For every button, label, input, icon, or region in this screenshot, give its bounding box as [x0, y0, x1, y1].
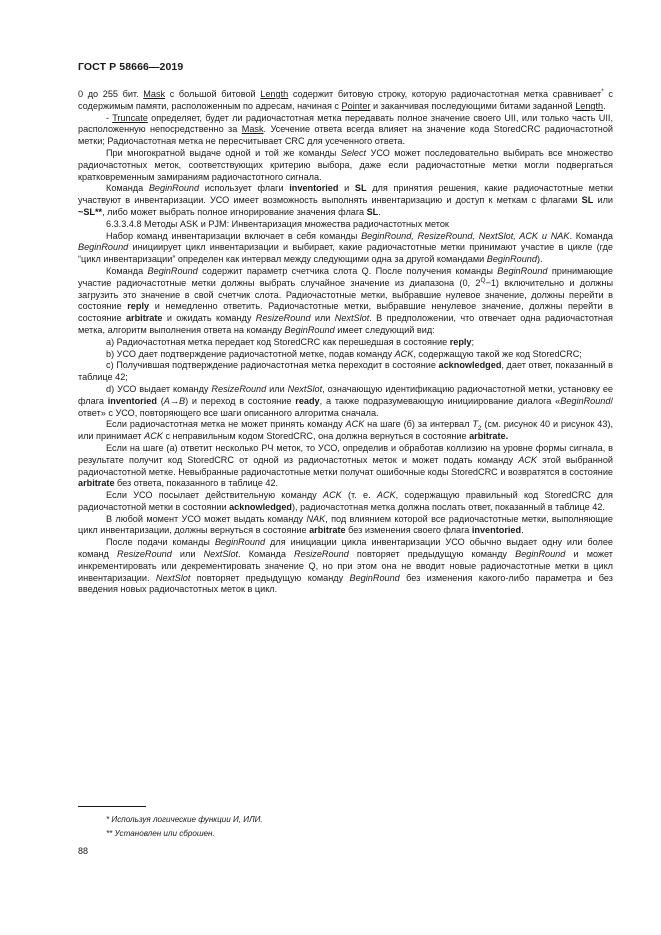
text-run: arbitrate — [309, 525, 346, 536]
text-run: arbitrate — [125, 313, 163, 324]
text-run: При многократной выдаче одной и той же команды — [106, 147, 341, 158]
text-run: ~SL** — [78, 206, 103, 217]
text-run: ACK — [394, 348, 414, 359]
text-run: Если на шаге (а) ответит несколько РЧ меток, то УСО, определив и обработав коллизию на уровне формы сигнала, в результате получит код StoredCRC от одной из радиочастотных меток и может подать команду — [78, 442, 613, 465]
text-run: или — [266, 383, 288, 394]
text-run: содержит битовую строку, которую радиочастотная метка сравнивает — [288, 89, 602, 99]
text-run: , дает ответ, показанный в таблице 42; — [78, 360, 613, 383]
text-run: повторяет предыдущую команду — [348, 549, 516, 560]
text-run: инициирует цикл инвентаризации и выбирает, какие радиочастотные метки принимают участие в цикле (где “цикл инвентаризации” определен как интервал между следующими одна за другой командами — [78, 242, 613, 265]
text-run: Select — [340, 147, 367, 158]
text-run: без ответа, показанного в таблице 42. — [114, 478, 279, 489]
text-run: определяет, будет ли радиочастотная метка передавать полное значение своего UII, или только часть UII, расположенную непосредственно за — [78, 112, 613, 135]
paragraph — [78, 514, 613, 538]
text-run: с большой битовой — [165, 89, 261, 99]
text-run: reply — [127, 301, 150, 312]
text-run: BeginRound — [349, 572, 400, 583]
text-run: A→B — [163, 395, 186, 406]
paragraph — [78, 349, 613, 361]
text-run: BeginRound — [147, 265, 198, 276]
text-run: 6.3.3.4.8 Методы ASK и PJM: Инвентаризация множества радиочастотных меток — [106, 218, 449, 229]
paragraph — [78, 360, 613, 384]
text-run: b) УСО дает подтверждение радиочастотной метке, подав команду — [106, 348, 395, 359]
text-run: В любой момент УСО может выдать команду — [106, 513, 307, 524]
text-run: , а также подразумевающую инициирование диалога « — [319, 395, 561, 406]
text-run: BeginRound — [78, 242, 129, 253]
text-run: ACK — [518, 454, 537, 465]
paragraph — [78, 183, 613, 218]
text-run: ACK — [376, 490, 396, 501]
text-run: , содержащую такой же код StoredCRC; — [413, 348, 582, 359]
text-run: для инициации цикла инвентаризации УСО обычно выдает одну или более команд — [78, 537, 613, 560]
text-run: принимающие участие радиочастотные метки должны выбрать случайное значение из диапазона (0, 2 — [78, 265, 613, 288]
text-run: без изменения какого-либо параметра и без введения новых радиочастотных меток в цикл. — [78, 572, 613, 595]
text-run: NAK — [306, 513, 326, 524]
text-run: reply — [449, 336, 472, 347]
text-run: Truncate — [112, 112, 148, 123]
text-run: , под влиянием которой все радиочастотные метки, выполняющие цикл инвентаризации, должны вернуться в состояние — [78, 513, 613, 536]
text-run: ; — [471, 336, 475, 347]
paragraph — [78, 537, 613, 596]
text-run: ( — [156, 395, 164, 406]
text-run: повторяет предыдущую команду — [190, 572, 350, 583]
text-run: BeginRound — [497, 265, 548, 276]
footnotes — [106, 813, 263, 840]
text-run: ), радиочастотная метка должна послать ответ, показанный в таблице 42. — [292, 501, 605, 512]
paragraph — [78, 113, 613, 148]
text-run: ACK — [144, 431, 163, 442]
text-run: и заканчивая последующими битами заданной — [370, 100, 576, 111]
text-run: содержит параметр счетчика слота Q. После получения команды — [197, 265, 498, 276]
text-run: Length — [260, 89, 289, 99]
text-run: , либо может выбрать полное игнорирование значения флага — [102, 206, 367, 217]
paragraph — [78, 384, 613, 419]
text-run: BeginRound — [560, 395, 611, 406]
standard-designation: ГОСТ Р 58666—2019 — [78, 61, 184, 73]
text-run: NextSlot — [287, 383, 323, 394]
paragraph — [78, 443, 613, 490]
paragraph — [78, 419, 613, 443]
text-run: BeginRound — [486, 254, 537, 265]
text-run: ACK — [345, 419, 365, 430]
page-number: 88 — [78, 846, 89, 856]
text-run: 0 до 255 бит. — [78, 89, 144, 99]
text-run: без изменения своего флага — [345, 525, 472, 536]
text-run: ResizeRound — [211, 383, 267, 394]
text-run: Mask — [143, 89, 166, 99]
text-run: . Команда — [238, 549, 295, 560]
text-run: . — [521, 525, 524, 536]
text-run: d) УСО выдает команду — [106, 383, 212, 394]
text-run: * — [601, 87, 604, 95]
text-run: ). — [536, 254, 543, 265]
text-run: NextSlot — [334, 313, 370, 324]
text-run: ResizeRound — [117, 549, 172, 560]
text-run: и может инкрементировать или декрементировать значение Q, но при этом она не вводит новые радиочастотные метки в цикл инвентаризации. — [78, 549, 613, 583]
text-run: T — [472, 419, 478, 430]
text-run: . — [603, 100, 606, 111]
text-run: , содержащую правильный код StoredCRC для радиочастотной метки в состоянии — [78, 490, 613, 512]
text-run: /ответ» с УСО, повторяющего все шаги описанного алгоритма сначала. — [78, 395, 614, 418]
text-run: на шаге (б) за интервал — [364, 419, 473, 430]
text-run: Если радиочастотная метка не может принять команду — [106, 419, 346, 430]
text-run: После подачи команды — [106, 537, 215, 548]
text-run: −1) включительно и должны загрузить это значение в свой счетчик слота. Радиочастотные метки, выбравшие нулевое значение, должны перейти в состояние — [78, 277, 613, 312]
text-run: Q — [480, 276, 486, 284]
text-run: Команда — [106, 183, 149, 194]
text-run: или — [593, 195, 613, 206]
text-run: Pointer — [341, 100, 371, 111]
text-run: , означающую идентификацию радиочастотной метки, установку ее флага — [78, 383, 613, 406]
paragraph — [78, 89, 613, 113]
text-run: . В предположении, что отвечает одна радиочастотная метка, алгоритм выполнения ответа на команду — [78, 313, 613, 335]
text-run: acknowledged — [438, 360, 502, 371]
text-run: arbitrate — [78, 478, 115, 489]
text-run: a) Радиочастотная метка передает код StoredCRC как перешедшая в состояние — [106, 336, 450, 347]
text-run: NextSlot — [203, 549, 239, 560]
body-text — [78, 89, 613, 596]
text-run: - — [106, 112, 113, 123]
text-run: ResizeRound — [255, 313, 311, 324]
text-run: . Команда — [569, 230, 613, 241]
text-run: (т. е. — [341, 490, 377, 501]
text-run: c) Получившая подтверждение радиочастотная метка переходит в состояние — [106, 360, 439, 371]
text-run: с неправильным кодом StoredCRC, она должна вернуться в состояние — [162, 431, 470, 442]
text-run: Если УСО посылает действительную команду — [106, 490, 323, 501]
paragraph — [78, 231, 613, 266]
text-run: УСО может последовательно выбирать все множество радиочастотных меток, соответствующих критерию выбора, даже если радиочастотные метки могли подвергаться кратковременным замираниям радиочастотного сигнала. — [78, 147, 613, 182]
paragraph — [78, 266, 613, 337]
text-run: BeginRound — [214, 537, 266, 548]
paragraph — [78, 337, 613, 349]
footnote-separator — [78, 806, 146, 807]
text-run: этой выбранной радиочастотной метке. Невыбранные радиочастотные метки получат ошибочные коды StoredCRC и возвратятся в состояние — [78, 454, 613, 477]
text-run: и ожидать команду — [162, 313, 256, 324]
text-run: BeginRound — [284, 324, 335, 335]
text-run: с содержимым памяти, расположенным по адресам, начиная с — [78, 89, 613, 111]
paragraph — [78, 490, 613, 514]
text-run: ACK — [323, 490, 342, 501]
text-run: для принятия решения, какие радиочастотные метки участвуют в инвентаризации. УСО имеет возможность выполнять инвентаризацию и доступ к меткам с флагами — [78, 183, 613, 206]
text-run: acknowledged — [229, 501, 292, 512]
text-run: inventoried — [107, 395, 157, 406]
text-run: Команда — [106, 265, 148, 276]
text-run: Length — [575, 100, 604, 111]
text-run: Mask — [241, 124, 264, 135]
text-run: SL — [354, 183, 367, 194]
text-run: SL — [581, 195, 594, 206]
paragraph — [78, 148, 613, 183]
text-run: Набор команд инвентаризации включает в себя команды — [106, 230, 362, 241]
text-run: или — [171, 549, 204, 560]
text-run: BeginRound — [515, 549, 566, 560]
text-run: SL — [366, 206, 379, 217]
footnote-1: * Используя логические функции И, ИЛИ. — [106, 815, 263, 824]
text-run: . — [378, 206, 381, 217]
text-run: или — [310, 313, 335, 324]
text-run: BeginRound — [148, 183, 200, 194]
text-run: ) и переход в состояние — [185, 395, 296, 406]
text-run: и немедленно ответить. Радиочастотные метки, выбравшие ненулевое значение, должны перейти в состояние — [78, 301, 613, 324]
text-run: ready — [295, 395, 320, 406]
paragraph — [78, 219, 613, 231]
text-run: использует флаги — [199, 183, 290, 194]
text-run: (см. рисунок 40 и рисунок 43), или принимает — [78, 419, 613, 442]
text-run: inventoried — [289, 183, 339, 194]
text-run: arbitrate. — [469, 431, 509, 442]
text-run: имеет следующий вид: — [334, 324, 435, 335]
text-run: . Усечение ответа всегда влияет на значение кода StoredCRC радиочастотной метки; Радиочастотная метка не пересчитывает CRC для усеченного ответа. — [78, 124, 613, 147]
text-run: BeginRound, ResizeRound, NextSlot, ACK и NAK — [361, 230, 570, 241]
text-run: и — [338, 183, 355, 194]
text-run: ResizeRound — [294, 549, 349, 560]
text-run: inventoried — [471, 525, 522, 536]
text-run: 2 — [477, 425, 482, 433]
text-run: NextSlot — [155, 572, 191, 583]
footnote-2: ** Установлен или сброшен. — [106, 828, 215, 838]
